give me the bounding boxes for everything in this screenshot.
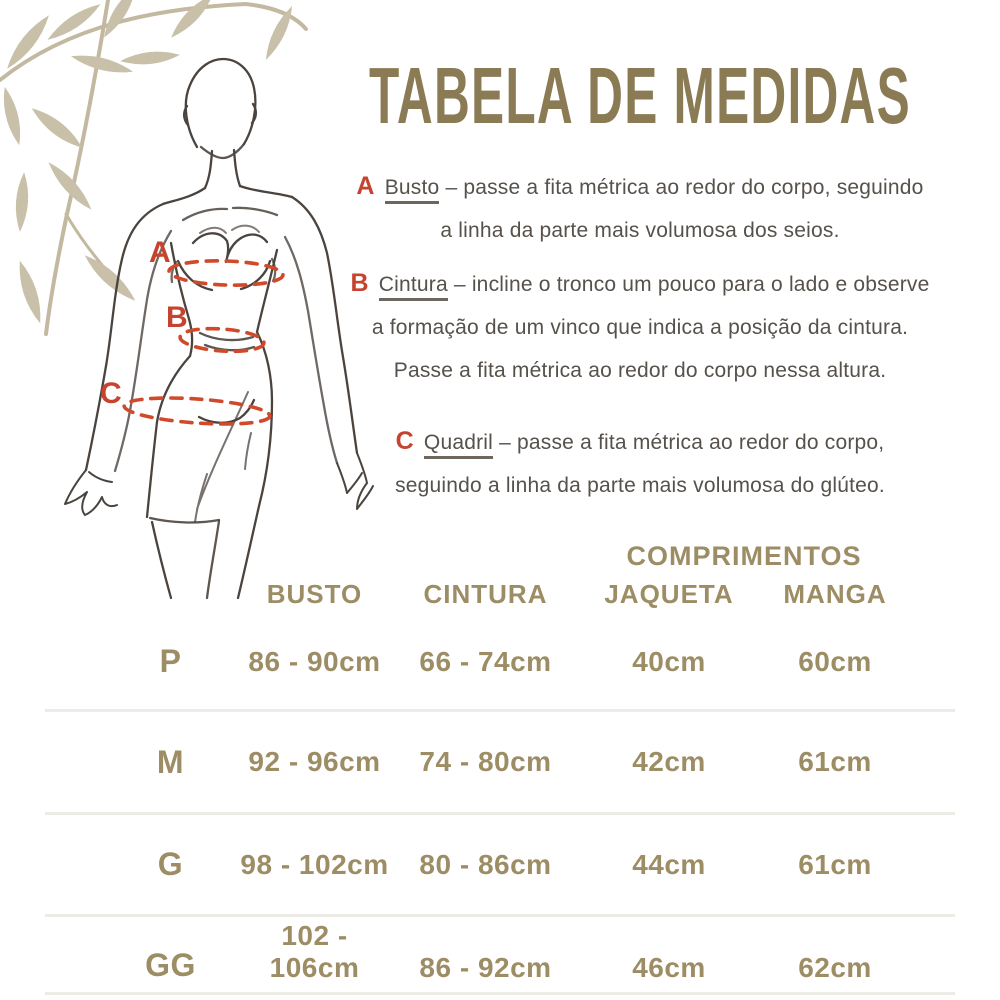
busto-value: 92 - 96cm <box>248 746 381 777</box>
manga-value: 60cm <box>798 645 872 677</box>
page-title-text: TABELA DE MEDIDAS <box>369 51 911 140</box>
letter-a-badge: A <box>356 172 375 200</box>
figure-marker-c: C <box>100 377 122 410</box>
instruction-busto <box>295 165 985 252</box>
size-label: G <box>157 846 184 882</box>
jaqueta-value: 46cm <box>632 952 706 983</box>
measurement-dash-lines <box>123 259 283 428</box>
instruction-cintura-line2: a formação de um vinco que indica a posição da cintura. <box>371 316 909 339</box>
table-header-row <box>45 574 955 614</box>
busto-value: 86 - 90cm <box>248 645 381 677</box>
cintura-value: 66 - 74cm <box>419 645 552 677</box>
instruction-cintura-line1: B Cintura – incline o tronco um pouco para o lado e observe <box>290 262 990 306</box>
jaqueta-value: 40cm <box>632 645 706 677</box>
group-header-comprimentos: COMPRIMENTOS <box>626 540 862 571</box>
manga-value: 61cm <box>798 848 872 880</box>
term-quadril: Quadril <box>424 431 493 459</box>
figure-marker-a: A <box>149 236 171 269</box>
manga-value: 61cm <box>798 746 872 777</box>
table-row-m <box>45 712 955 815</box>
jaqueta-value: 44cm <box>632 848 706 880</box>
letter-c-badge: C <box>395 427 414 455</box>
instruction-busto-line1: A Busto – passe a fita métrica ao redor do corpo, seguindo <box>295 165 985 209</box>
letter-b-badge: B <box>350 269 369 297</box>
instruction-cintura-line3: Passe a fita métrica ao redor do corpo nessa altura. <box>393 359 887 382</box>
jaqueta-value: 42cm <box>632 746 706 777</box>
cintura-value: 86 - 92cm <box>419 952 552 983</box>
term-cintura: Cintura <box>379 273 448 301</box>
instruction-quadril-line1: C Quadril – passe a fita métrica ao redor do corpo, <box>300 420 980 464</box>
busto-value: 102 - 106cm <box>269 920 360 983</box>
size-label: M <box>156 743 185 780</box>
header-jaqueta: JAQUETA <box>604 578 734 609</box>
instruction-quadril-line2: seguindo a linha da parte mais volumosa do glúteo. <box>395 474 885 497</box>
instruction-cintura <box>290 262 990 392</box>
header-busto: BUSTO <box>266 578 363 609</box>
figure-marker-b: B <box>166 301 188 334</box>
leaf-branch-decoration <box>0 0 306 334</box>
term-busto: Busto <box>385 176 440 204</box>
header-manga: MANGA <box>783 578 887 609</box>
cintura-value: 74 - 80cm <box>419 746 552 777</box>
instruction-busto-line2: a linha da parte mais volumosa dos seios. <box>440 219 840 242</box>
header-cintura: CINTURA <box>423 578 548 609</box>
busto-value: 98 - 102cm <box>240 848 389 880</box>
page-title <box>280 51 1000 140</box>
table-row-p <box>45 614 955 712</box>
measurements-table <box>45 538 955 995</box>
cintura-value: 80 - 86cm <box>419 848 552 880</box>
instruction-quadril <box>300 420 980 507</box>
manga-value: 62cm <box>798 952 872 983</box>
size-label: GG <box>145 947 196 983</box>
table-group-header-row <box>45 538 955 574</box>
table-row-g <box>45 815 955 917</box>
size-label: P <box>159 643 182 679</box>
table-row-gg <box>45 917 955 995</box>
